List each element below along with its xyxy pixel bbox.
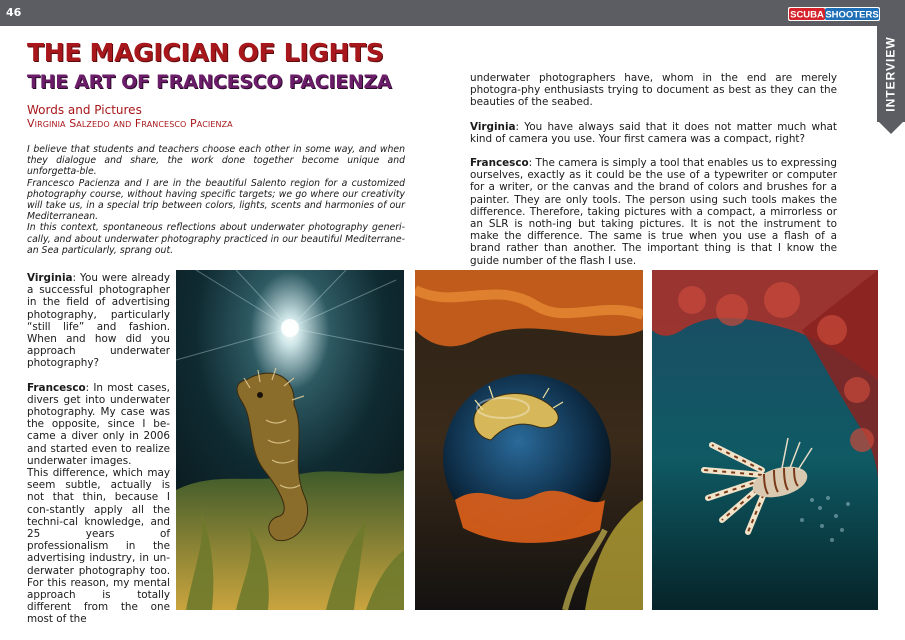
right-column-text <box>470 72 837 267</box>
svg-text:SHOOTERS: SHOOTERS <box>825 9 879 21</box>
question-paragraph <box>470 121 837 145</box>
scuba-shooters-logo <box>788 7 880 21</box>
speaker-name: Francesco <box>27 381 86 394</box>
nudibranch-photo <box>415 270 643 610</box>
seahorse-photo <box>176 270 404 610</box>
answer-paragraph <box>27 382 170 467</box>
speaker-name: Virginia <box>27 272 73 284</box>
left-column-text <box>27 272 170 626</box>
intro-paragraph: In this context, spontaneous reflections about underwater photography generi-cally, and about underwater photography practiced in our beautiful Mediterrane-an Sea particularly, sprang out. <box>27 222 405 256</box>
answer-text: : In most cases, divers get into underwater photography. My case was the opposite, since I be-came a diver only in 2006 and started even to realize underwater images. <box>27 381 170 467</box>
byline-label: Words and Pictures <box>27 103 142 117</box>
top-bar <box>0 0 905 26</box>
answer-text: : The camera is simply a tool that enables us to expressing ourselves, exactly as it could be the use of a typewriter or computer for a writer, or the canvas and the brand of colors and brushes for a painter. They are only tools. The person using such tools makes the difference. Therefore, taking pictures with a compact, a mirrorless or an SLR is noth-ing but taking pictures. It is not the instrument to make the difference. The same is true when you use a flash of a brand rather than another. The important thing is that I know the guide number of the flash I use. <box>470 157 837 267</box>
tab-arrow-icon <box>877 120 905 134</box>
answer-paragraph <box>470 157 837 267</box>
intro-paragraph: Francesco Pacienza and I are in the beautiful Salento region for a customized photography course, without having specific targets; we go where our creativity will take us, in a special trip between colors, lights, scents and harmonies of our Mediterranean. <box>27 177 405 223</box>
article-title: THE MAGICIAN OF LIGHTS <box>27 38 384 67</box>
section-tab-label: INTERVIEW <box>884 36 899 112</box>
question-paragraph <box>27 272 170 370</box>
lionfish-photo <box>652 270 878 610</box>
speaker-name: Virginia <box>470 120 516 133</box>
article-subtitle: THE ART OF FRANCESCO PACIENZA <box>27 71 392 93</box>
question-text: : You were already a successful photographer in the field of advertising photography, particularly “still life” and fashion. When and how did you approach underwater photography? <box>27 272 170 370</box>
svg-text:SCUBA: SCUBA <box>790 9 824 21</box>
answer-paragraph-continued: This difference, which may seem subtle, actually is not that thin, because I con-stantly apply all the techni-cal knowledge, and 25 years of professionalism in the advertising industry, in un-derwater photography too. For this reason, my mental approach is totally different from the one most of the <box>27 467 170 626</box>
page-number: 46 <box>6 6 22 19</box>
section-tab-label-wrap <box>877 26 905 122</box>
intro-paragraphs <box>27 144 405 256</box>
continued-paragraph: underwater photographers have, whom in the end are merely photogra-phy enthusiasts trying to document as best as they can the beauties of the seabed. <box>470 72 837 109</box>
intro-paragraph: I believe that students and teachers choose each other in some way, and when they dialogue and share, the work done together become unique and unforgetta-ble. <box>27 144 405 178</box>
byline-authors: Virginia Salzedo and Francesco Pacienza <box>27 117 233 130</box>
question-text: : You have always said that it does not matter much what kind of camera you use. Your first camera was a compact, right? <box>470 120 837 145</box>
speaker-name: Francesco <box>470 157 529 170</box>
